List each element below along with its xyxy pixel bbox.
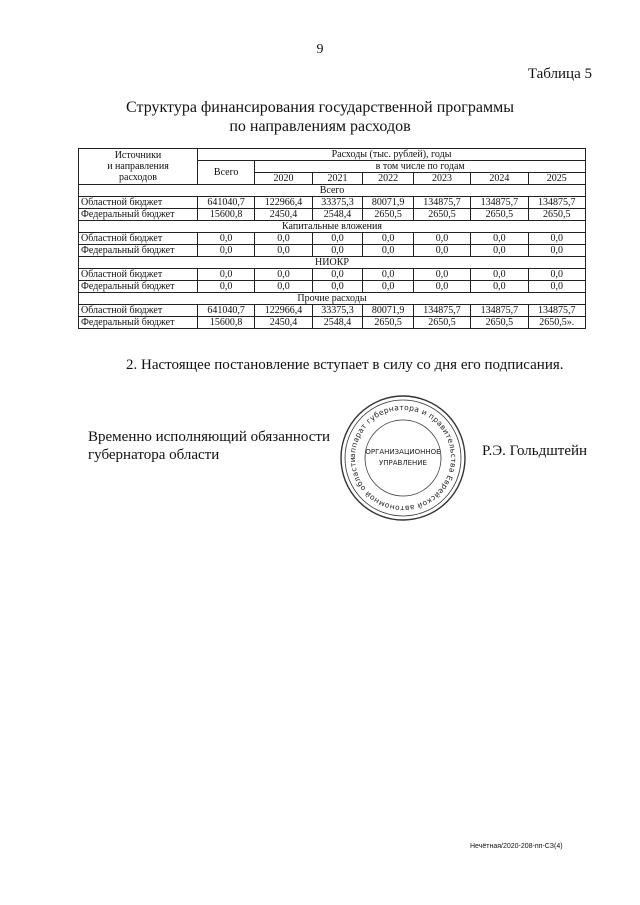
value-cell: 15600,8 xyxy=(198,317,255,329)
value-cell: 2548,4 xyxy=(312,317,363,329)
value-cell: 0,0 xyxy=(413,245,470,257)
header-source-line2: и направления xyxy=(107,161,169,172)
value-cell: 0,0 xyxy=(312,233,363,245)
value-cell: 33375,3 xyxy=(312,197,363,209)
value-cell: 122966,4 xyxy=(255,197,312,209)
table-row xyxy=(79,209,586,221)
value-cell: 2650,5 xyxy=(363,317,414,329)
header-year: 2024 xyxy=(471,173,528,185)
footer-code: Нечётная/2020-208-пп-СЗ(4) xyxy=(470,843,563,850)
source-cell: Федеральный бюджет xyxy=(79,281,198,293)
section-title: Прочие расходы xyxy=(79,293,586,305)
value-cell: 0,0 xyxy=(528,269,585,281)
header-including: в том числе по годам xyxy=(255,161,586,173)
value-cell: 2450,4 xyxy=(255,317,312,329)
table-title-line1: Структура финансирования государственной программы xyxy=(126,99,514,116)
section-row xyxy=(79,221,586,233)
value-cell: 2650,5 xyxy=(363,209,414,221)
header-year: 2022 xyxy=(363,173,414,185)
source-cell: Областной бюджет xyxy=(79,197,198,209)
value-cell: 0,0 xyxy=(312,281,363,293)
table-row xyxy=(79,197,586,209)
value-cell: 134875,7 xyxy=(413,197,470,209)
section-row xyxy=(79,257,586,269)
table-row xyxy=(79,305,586,317)
value-cell: 134875,7 xyxy=(471,197,528,209)
value-cell: 134875,7 xyxy=(528,305,585,317)
value-cell: 0,0 xyxy=(471,281,528,293)
source-cell: Федеральный бюджет xyxy=(79,245,198,257)
value-cell: 0,0 xyxy=(255,233,312,245)
source-cell: Федеральный бюджет xyxy=(79,317,198,329)
header-source-line3: расходов xyxy=(119,172,157,183)
value-cell: 2650,5 xyxy=(413,209,470,221)
clause-text: 2. Настоящее постановление вступает в силу со дня его подписания. xyxy=(126,357,564,373)
table-row xyxy=(79,233,586,245)
value-cell: 0,0 xyxy=(312,245,363,257)
value-cell: 2450,4 xyxy=(255,209,312,221)
value-cell: 0,0 xyxy=(363,233,414,245)
value-cell: 2548,4 xyxy=(312,209,363,221)
value-cell: 0,0 xyxy=(528,233,585,245)
value-cell: 2650,5». xyxy=(528,317,585,329)
value-cell: 15600,8 xyxy=(198,209,255,221)
value-cell: 0,0 xyxy=(198,245,255,257)
value-cell: 134875,7 xyxy=(471,305,528,317)
page-number: 9 xyxy=(316,42,324,57)
value-cell: 0,0 xyxy=(198,233,255,245)
signatory-role-line1: Временно исполняющий обязанности xyxy=(88,429,331,445)
section-title: Всего xyxy=(79,185,586,197)
header-year: 2021 xyxy=(312,173,363,185)
table-row xyxy=(79,317,586,329)
table-label: Таблица 5 xyxy=(527,66,592,82)
stamp-ring-text: аппарат губернатора и правительства Еврейской автономной области xyxy=(347,402,459,514)
value-cell: 122966,4 xyxy=(255,305,312,317)
value-cell: 641040,7 xyxy=(198,197,255,209)
header-year: 2020 xyxy=(255,173,312,185)
header-source-line1: Источники xyxy=(114,150,162,161)
value-cell: 2650,5 xyxy=(471,317,528,329)
value-cell: 0,0 xyxy=(312,269,363,281)
svg-text:аппарат губернатора и правител xyxy=(348,403,458,513)
section-title: НИОКР xyxy=(79,257,586,269)
section-row xyxy=(79,293,586,305)
table-row xyxy=(79,281,586,293)
value-cell: 0,0 xyxy=(363,245,414,257)
value-cell: 134875,7 xyxy=(413,305,470,317)
source-cell: Областной бюджет xyxy=(79,269,198,281)
table-row xyxy=(79,269,586,281)
value-cell: 80071,9 xyxy=(363,197,414,209)
value-cell: 2650,5 xyxy=(413,317,470,329)
table-title-line2: по направлениям расходов xyxy=(229,118,411,135)
signatory-role-line2: губернатора области xyxy=(88,447,220,463)
value-cell: 0,0 xyxy=(471,233,528,245)
table-title xyxy=(0,98,640,136)
header-total: Всего xyxy=(198,161,255,185)
value-cell: 0,0 xyxy=(255,245,312,257)
value-cell: 0,0 xyxy=(471,269,528,281)
source-cell: Областной бюджет xyxy=(79,233,198,245)
source-cell: Областной бюджет xyxy=(79,305,198,317)
value-cell: 2650,5 xyxy=(528,209,585,221)
value-cell: 0,0 xyxy=(198,281,255,293)
value-cell: 33375,3 xyxy=(312,305,363,317)
value-cell: 0,0 xyxy=(255,269,312,281)
header-expenses: Расходы (тыс. рублей), годы xyxy=(198,149,586,161)
header-source xyxy=(79,149,198,185)
value-cell: 0,0 xyxy=(528,281,585,293)
stamp-center-line2: УПРАВЛЕНИЕ xyxy=(379,459,427,467)
value-cell: 134875,7 xyxy=(528,197,585,209)
value-cell: 0,0 xyxy=(528,245,585,257)
value-cell: 0,0 xyxy=(255,281,312,293)
signatory-name: Р.Э. Гольдштейн xyxy=(482,443,588,459)
value-cell: 0,0 xyxy=(413,233,470,245)
value-cell: 80071,9 xyxy=(363,305,414,317)
header-year: 2025 xyxy=(528,173,585,185)
value-cell: 641040,7 xyxy=(198,305,255,317)
value-cell: 0,0 xyxy=(413,269,470,281)
header-year: 2023 xyxy=(413,173,470,185)
stamp-center-line1: ОРГАНИЗАЦИОННОЕ xyxy=(365,448,441,456)
value-cell: 0,0 xyxy=(198,269,255,281)
financing-table xyxy=(78,148,586,329)
section-row xyxy=(79,185,586,197)
value-cell: 2650,5 xyxy=(471,209,528,221)
signatory-role xyxy=(88,428,330,464)
value-cell: 0,0 xyxy=(413,281,470,293)
official-stamp xyxy=(338,393,468,523)
table-row xyxy=(79,245,586,257)
source-cell: Федеральный бюджет xyxy=(79,209,198,221)
section-title: Капитальные вложения xyxy=(79,221,586,233)
value-cell: 0,0 xyxy=(363,281,414,293)
value-cell: 0,0 xyxy=(471,245,528,257)
value-cell: 0,0 xyxy=(363,269,414,281)
